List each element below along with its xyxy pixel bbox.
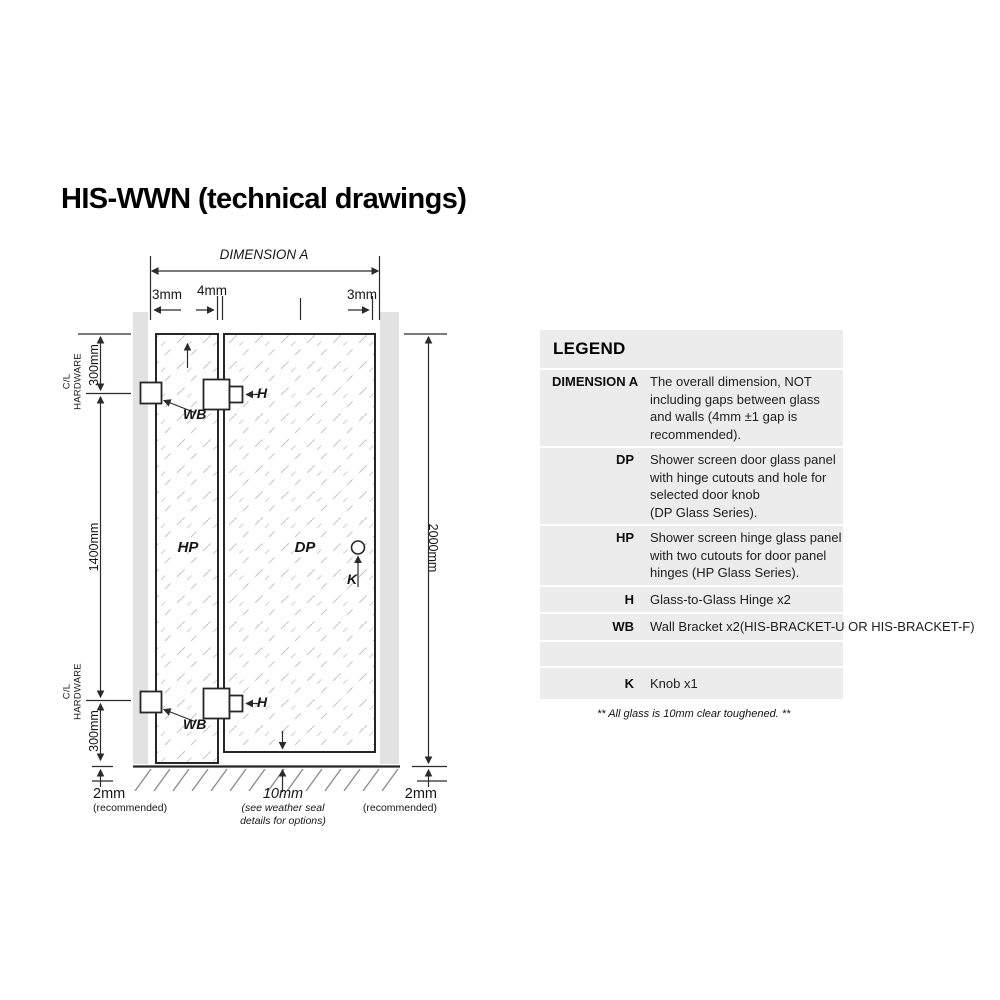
gap-left-label: 3mm [152,287,182,302]
legend-row-dimension-a [540,370,843,446]
cl-hardware-top-label: C/L HARDWARE [61,353,83,410]
floor-gap-left-note: (recommended) [93,802,168,814]
legend-row-wb [540,614,975,640]
knob-circle [352,541,365,554]
floor-gap-right-value: 2mm [404,786,437,802]
legend-row-dp [540,448,843,524]
wall-bracket-top-label: WB [183,406,207,422]
legend-footnote: ** All glass is 10mm clear toughened. ** [597,708,791,720]
wall-bracket-top [141,383,162,404]
hinge-bottom-body [204,689,230,719]
dimension-a-label: DIMENSION A [219,247,309,262]
legend-desc: Shower screen hinge glass panel with two cutouts for door panel hinges (HP Glass Series). [650,530,842,580]
legend-desc: Glass-to-Glass Hinge x2 [650,591,791,607]
legend-row-hp [540,526,843,585]
legend-row-spacer [540,642,843,666]
hinge-top-body [204,380,230,410]
hinge-bottom-label: H [257,694,268,710]
legend-header: LEGEND [540,330,843,368]
legend-desc [650,642,843,666]
floor-gap-left-value: 2mm [93,786,126,802]
legend-term: DIMENSION A [552,374,639,389]
legend-desc: Knob x1 [650,675,698,691]
wall-bracket-bottom [141,692,162,713]
legend-desc: Shower screen door glass panel with hinge cutouts and hole for selected door knob (DP Glass Series). [650,452,836,520]
legend-term: HP [615,530,634,545]
bottom-offset-label: 300mm [87,710,101,752]
floor-gap-center-value: 10mm [262,786,304,802]
height-label: 2000mm [426,523,440,573]
legend-row-h [540,587,843,613]
hinge-top-tab [230,387,243,403]
right-wall [380,312,399,764]
legend-term: DP [615,452,634,467]
legend-term: K [624,675,634,691]
floor-gap-left [93,786,167,815]
floor-gap-center-note: (see weather seal details for options) [240,802,326,827]
legend-term [540,642,650,666]
knob-label: K [347,571,358,587]
legend-term: H [624,591,634,607]
middle-span-label: 1400mm [87,522,101,572]
legend-desc: The overall dimension, NOT including gaps between glass and walls (4mm ±1 gap is recommended). [650,374,820,442]
hinge-panel-label: HP [177,539,199,556]
hinge-top-label: H [257,385,268,401]
hinge-bottom-tab [230,696,243,712]
gap-middle-label: 4mm [197,283,227,298]
legend-term: WB [612,619,634,634]
door-panel-label: DP [294,539,316,556]
cl-hardware-bottom-label: C/L HARDWARE [61,663,83,720]
page-title: HIS-WWN (technical drawings) [61,183,467,215]
legend-panel [540,330,975,701]
floor-gap-right-note: (recommended) [362,802,437,814]
legend-row-k [540,668,843,700]
wall-bracket-bottom-label: WB [183,716,207,732]
legend-desc: Wall Bracket x2(HIS-BRACKET-U OR HIS-BRACKET-F) [650,619,975,634]
gap-right-label: 3mm [347,287,377,302]
floor-gap-right [337,786,437,815]
top-offset-label: 300mm [87,344,101,386]
